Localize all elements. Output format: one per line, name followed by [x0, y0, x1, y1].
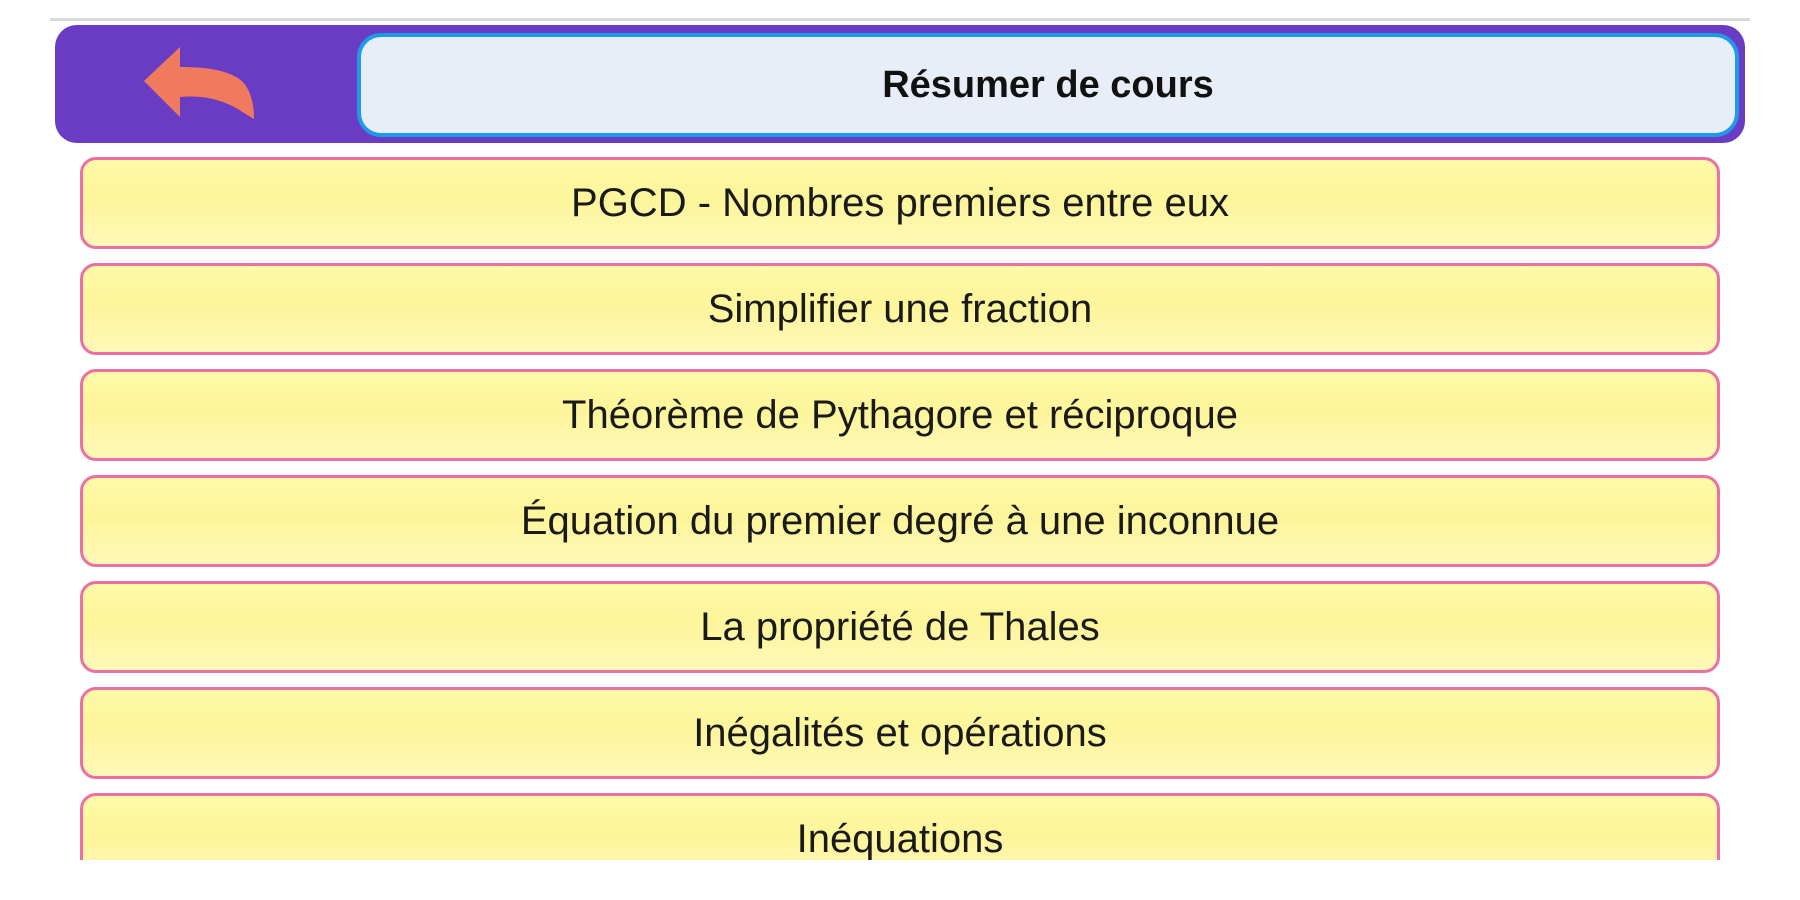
- list-item-label: Inégalités et opérations: [693, 710, 1107, 755]
- bottom-edge: [0, 860, 1800, 900]
- list-item-pgcd[interactable]: [80, 157, 1720, 249]
- list-item-label: PGCD - Nombres premiers entre eux: [571, 180, 1229, 225]
- list-item-fraction[interactable]: [80, 263, 1720, 355]
- list-item-pythagore[interactable]: [80, 369, 1720, 461]
- list-item-label: Simplifier une fraction: [707, 286, 1093, 331]
- list-item-label: Équation du premier degré à une inconnue: [520, 498, 1280, 543]
- list-item-label: Inéquations: [796, 816, 1004, 860]
- list-item-inequations[interactable]: [80, 793, 1720, 860]
- course-list: [80, 157, 1720, 860]
- back-button[interactable]: [130, 42, 270, 124]
- page-title: Résumer de cours: [882, 63, 1214, 106]
- back-arrow-icon: [140, 43, 260, 123]
- list-item-inegalites[interactable]: [80, 687, 1720, 779]
- list-item-label: La propriété de Thales: [700, 604, 1100, 649]
- title-box: [357, 33, 1739, 137]
- list-item-label: Théorème de Pythagore et réciproque: [562, 392, 1238, 437]
- top-divider: [50, 18, 1750, 21]
- list-item-equation[interactable]: [80, 475, 1720, 567]
- list-item-thales[interactable]: [80, 581, 1720, 673]
